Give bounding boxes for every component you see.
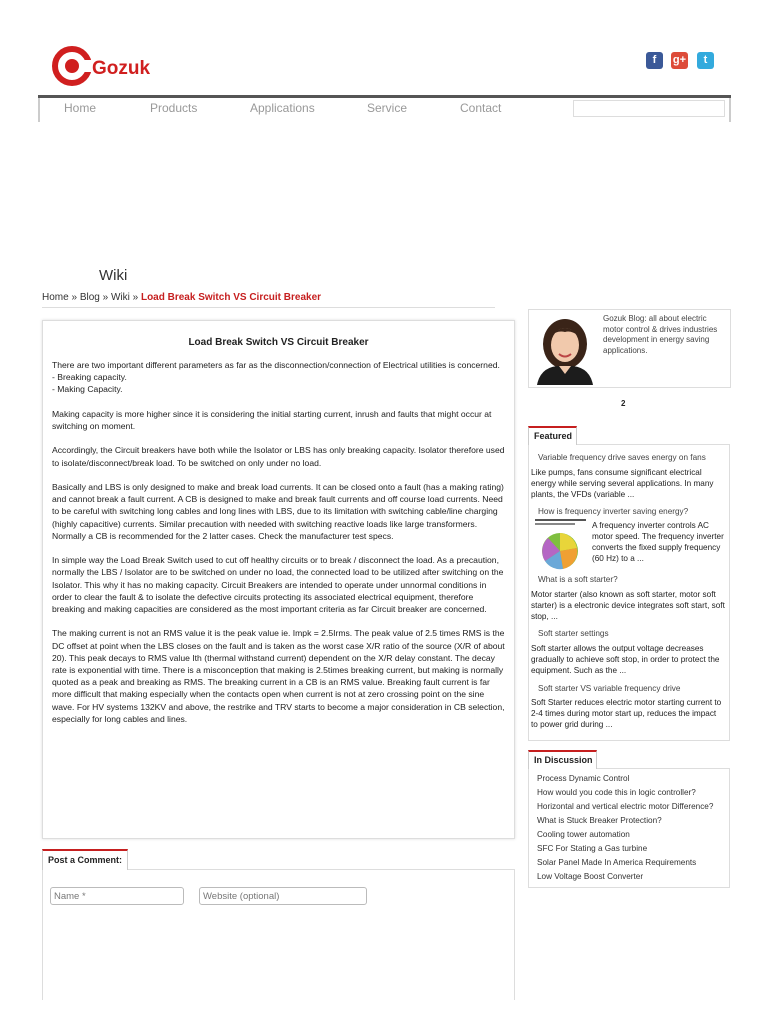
nav-home[interactable]: Home — [64, 101, 97, 115]
section-title: Wiki — [99, 267, 128, 284]
breadcrumb-divider — [42, 307, 495, 308]
nav-left-edge — [38, 98, 40, 122]
discussion-link[interactable]: Horizontal and vertical electric motor Difference? — [537, 802, 714, 811]
blog-profile-card — [528, 309, 731, 388]
nav-products[interactable]: Products — [150, 101, 198, 115]
twitter-icon[interactable]: t — [697, 52, 714, 69]
article-paragraph: Basically and LBS is only designed to make and break load currents. It can be closed onto a fault (has a making rating) and cannot break a fault current. A CB is designed to make and break fault currents and off course load currents. Need to be careful with switching long cables and long lines with LBS, due to its limitation with switching cable/line charging (highly capacitive) currents. Similar precaution with needed with switching reactive loads like large transformers. Normally a CB is recommended for the 2 latter cases. Check the manufacturer test specs. — [52, 481, 504, 541]
discussion-box — [528, 768, 730, 888]
article-panel — [42, 320, 515, 839]
profile-description: Gozuk Blog: all about electric motor control & drives industries development in energy saving applications. — [603, 314, 718, 355]
site-logo[interactable] — [52, 44, 172, 88]
featured-desc: Motor starter (also known as soft starter, motor soft starter) is a electronic device integrates soft start, soft stop, ... — [531, 590, 725, 621]
discussion-link[interactable]: What is Stuck Breaker Protection? — [537, 816, 662, 825]
article-paragraph: The making current is not an RMS value it is the peak value ie. Impk = 2.5Irms. The peak value of 2.5 times RMS is the DC offset at point when the LBS closes on the fault and is taken as the worst case X/R ratio of the source (X/R of about 20). This peak decays to RMS value Ith (thermal withstand current) dependent on the X/R delay constant. The decay rate is exponential with time. There is a misconception that making is 2.5times breaking current, but making is normally quoted as a peak and breaking as RMS. The breaking current in a CB is an RMS value. Breaking fault current is far more difficult that making especially when the contacts open when current is not at zero crossing point on the sine wave. For HV systems 132KV and above, the restrike and TRV starts to become a major consideration in CB selection, especially for long cables and lines. — [52, 628, 505, 724]
breadcrumb-home[interactable]: Home — [42, 292, 69, 303]
google-plus-icon[interactable]: g+ — [671, 52, 688, 69]
discussion-link[interactable]: How would you code this in logic controller? — [537, 788, 696, 797]
article-title: Load Break Switch VS Circuit Breaker — [188, 337, 369, 348]
article-body — [52, 359, 505, 737]
search-input[interactable] — [573, 100, 725, 117]
breadcrumb-separator: » — [71, 292, 78, 303]
nav-right-edge — [729, 98, 731, 122]
featured-tab[interactable]: Featured — [528, 426, 577, 445]
nav-service[interactable]: Service — [367, 101, 408, 115]
name-field[interactable]: Name * — [50, 887, 184, 905]
energy-pie-chart-image[interactable] — [533, 518, 588, 573]
article-paragraph: There are two important different parameters as far as the disconnection/connection of Electrical utilities is concerned. - Breaking capacity. - Making Capacity. — [52, 360, 500, 395]
nav-applications[interactable]: Applications — [250, 101, 315, 115]
nav-contact[interactable]: Contact — [460, 101, 502, 115]
discussion-link[interactable]: Process Dynamic Control — [537, 774, 630, 783]
logo-text: Gozuk — [92, 58, 151, 79]
facebook-icon[interactable]: f — [646, 52, 663, 69]
article-paragraph: Accordingly, the Circuit breakers have both while the Isolator or LBS has only breaking capacity. Isolator therefore used to isolate/disconnect/break load. To be switched on only under no load. — [52, 445, 505, 468]
featured-link[interactable]: Soft starter VS variable frequency drive — [538, 684, 681, 693]
featured-desc: A frequency inverter controls AC motor speed. The frequency inverter converts the fixed supply frequency (60 Hz) to a ... — [592, 521, 724, 563]
breadcrumb-wiki[interactable]: Wiki — [110, 292, 130, 303]
breadcrumb-separator: » — [132, 292, 139, 303]
featured-link[interactable]: How is frequency inverter saving energy? — [538, 507, 689, 516]
discussion-link[interactable]: Low Voltage Boost Converter — [537, 872, 644, 881]
featured-link[interactable]: Variable frequency drive saves energy on fans — [538, 453, 706, 462]
in-discussion-tab[interactable]: In Discussion — [528, 750, 597, 769]
logo-c-icon — [52, 44, 92, 88]
featured-link[interactable]: Soft starter settings — [538, 629, 609, 638]
article-paragraph: Making capacity is more higher since it is considering the initial starting current, inrush and faults that might occur at switching on moment. — [52, 408, 492, 431]
website-field[interactable]: Website (optional) — [199, 887, 367, 905]
post-comment-tab[interactable]: Post a Comment: — [42, 849, 128, 870]
breadcrumb-blog[interactable]: Blog — [79, 292, 100, 303]
main-nav — [38, 95, 731, 125]
featured-desc: Like pumps, fans consume significant electrical energy while serving several applications. In many plants, the VFDs (variable ... — [531, 468, 714, 499]
breadcrumb-current: Load Break Switch VS Circuit Breaker — [140, 292, 322, 303]
discussion-link[interactable]: Cooling tower automation — [537, 830, 630, 839]
breadcrumb-separator: » — [102, 292, 109, 303]
page-number[interactable]: 2 — [621, 399, 626, 408]
featured-desc: Soft Starter reduces electric motor starting current to 2-4 times during motor start up, reduces the impact to power grid during ... — [531, 698, 722, 729]
breadcrumb — [42, 292, 321, 303]
discussion-link[interactable]: Solar Panel Made In America Requirements — [537, 858, 697, 867]
author-avatar — [531, 314, 599, 385]
featured-link[interactable]: What is a soft starter? — [538, 575, 618, 584]
discussion-link[interactable]: SFC For Stating a Gas turbine — [537, 844, 648, 853]
article-paragraph: In simple way the Load Break Switch used to cut off healthy circuits or to break / disconnect the load. As a precaution, normally the LBS / Isolator are to be switched on under no load, the connected load to be utilized after switching on the Isolator. This why it has no making capacity. Circuit Breakers are intended to operate under unnormal conditions in order to clear the fault & to isolate the defective circuits protecting its associated electrical equipment, therefore breaking and making capacities are considered as the most important criteria as far Circuit breaker are concerned. — [52, 555, 504, 614]
featured-desc: Soft starter allows the output voltage decreases gradually to achieve soft stop, in order to protect the equipment. Such as the ... — [531, 644, 720, 675]
